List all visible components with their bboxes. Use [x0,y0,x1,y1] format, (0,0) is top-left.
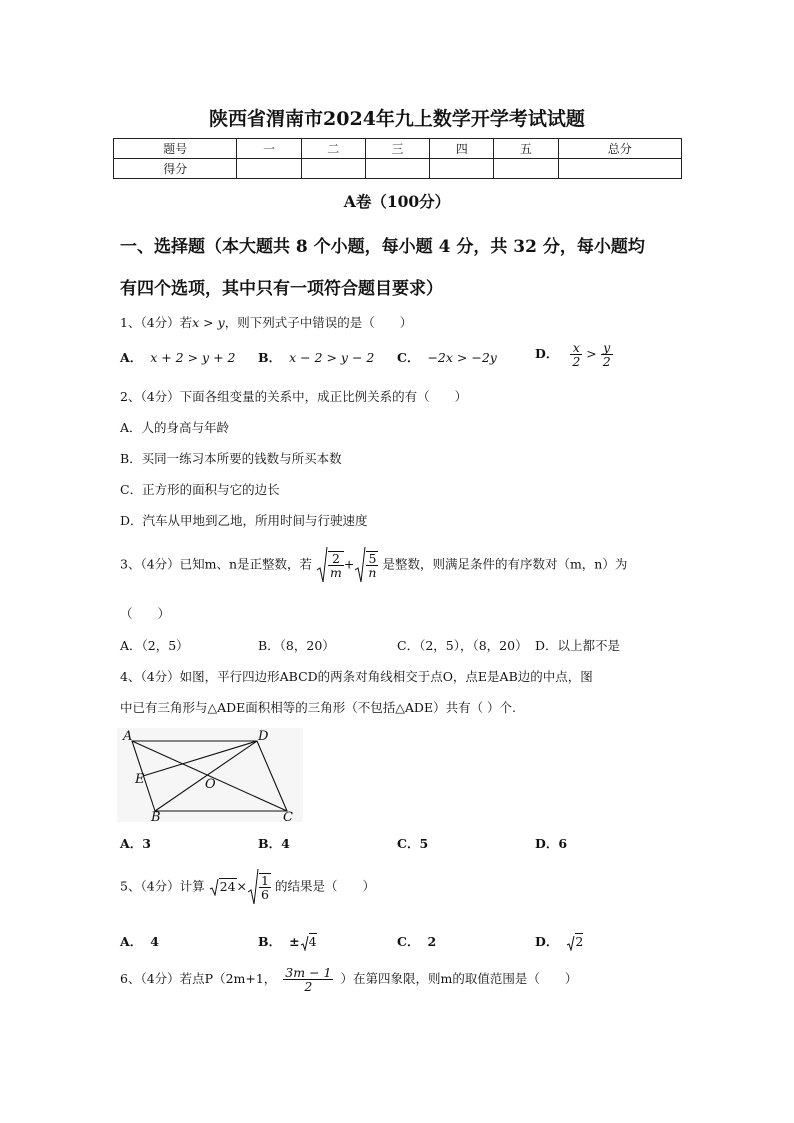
score-cell [558,159,681,179]
option-expr: x + 2 > y + 2 [150,350,236,365]
radical-sign-icon [209,878,219,896]
q5-option-b: B． ± 4 [258,934,317,950]
q6-prefix: 6、（4分）若点P（2m+1， [120,971,277,987]
score-header-cell: 四 [430,139,494,159]
option-expr: −2x > −2y [427,350,497,365]
q2-option-a: A．人的身高与年龄 [120,420,230,435]
q4-option-c: C．5 [397,836,429,851]
fraction: $\frac{y}{2}$ [602,340,611,370]
operator: > [586,346,597,362]
q3-suffix: 是整数，则满足条件的有序数对（m，n）为 [382,556,628,572]
fraction: $\frac{x}{2}$ [572,340,581,370]
score-cell [365,159,429,179]
radical-sign-icon [247,868,259,906]
option-label: A． [120,350,143,365]
fraction: $\frac{3m - 1}{2}$ [285,965,332,995]
radical-sign-icon [354,546,366,584]
times-sign: × [236,878,248,894]
page-title: 陕西省渭南市2024年九上数学开学考试试题 [209,108,585,130]
q5-option-c: C． 2 [397,934,437,949]
score-table [113,138,682,179]
q3-prefix: 3、（4分）已知m、n是正整数，若 [120,556,313,572]
question-2-stem: 2、（4分）下面各组变量的关系中，成正比例关系的有（ ） [120,389,468,404]
q4-option-a: A．3 [120,836,151,851]
option-label: B． [258,350,282,365]
score-cell [237,159,301,179]
q2-option-c: C．正方形的面积与它的边长 [120,482,280,497]
part-heading: A卷（100分） [343,192,451,211]
point-label-a: A [123,729,133,744]
sqrt-fraction: $\frac{5}{n}$ [354,546,378,584]
q3-option-a: A．（2，5） [120,638,189,653]
parallelogram-figure [115,726,305,824]
score-table-header-row [114,139,682,159]
score-header-cell: 一 [237,139,301,159]
radical-sign-icon [300,935,309,951]
q3-option-b: B．（8，20） [258,638,335,653]
point-label-b: B [151,810,161,824]
score-cell [494,159,558,179]
score-cell [430,159,494,179]
q5-option-a: A． 4 [120,934,159,949]
point-label-e: E [135,772,145,787]
score-cell [301,159,365,179]
q4-option-d: D．6 [535,836,568,851]
score-header-cell: 五 [494,139,558,159]
q4-option-b: B．4 [258,836,290,851]
radical-sign-icon [566,935,575,951]
score-header-cell: 二 [301,139,365,159]
q2-option-b: B．买同一练习本所要的钱数与所买本数 [120,451,342,466]
q5-option-d: D． 2 [535,934,584,950]
radical-sign-icon [316,546,328,584]
sqrt-fraction: $\frac{2}{m}$ [316,546,344,584]
score-header-cell: 总分 [558,139,681,159]
question-4-line1: 4、（4分）如图，平行四边形ABCD的两条对角线相交于点O，点E是AB边的中点，图 [120,669,593,684]
q1-condition: x > y [192,315,225,330]
score-table-score-row [114,159,682,179]
question-3-stem [120,546,627,584]
q3-option-c: C．（2，5），（8，20） [397,638,528,653]
q1-option-b [258,348,374,366]
option-label: C． [397,350,420,365]
q2-option-d: D．汽车从甲地到乙地，所用时间与行驶速度 [120,513,368,528]
q1-option-a [120,348,235,366]
section-heading-line1: 一、选择题（本大题共 8 个小题，每小题 4 分，共 32 分，每小题均 [120,237,645,257]
plus-sign: + [343,556,355,572]
q1-option-c [397,348,497,366]
point-label-o: O [205,777,216,792]
point-label-c: C [283,810,293,824]
question-1-stem [120,313,412,331]
option-expr: x − 2 > y − 2 [289,350,375,365]
q1-suffix: ，则下列式子中错误的是（ ） [224,315,413,330]
option-label: D． [535,346,559,362]
sqrt-fraction: $\frac{1}{6}$ [247,868,271,906]
q3-option-d: D．以上都不是 [535,638,621,653]
q1-option-d [535,341,613,368]
q6-suffix: ）在第四象限，则m的取值范围是（ ） [340,971,578,987]
q3-blank: （ ） [120,606,171,621]
question-4-line2: 中已有三角形与△ADE面积相等的三角形（不包括△ADE）共有（ ）个. [120,700,517,715]
score-header-cell: 题号 [114,139,237,159]
point-label-d: D [258,729,269,744]
score-header-cell: 三 [365,139,429,159]
q1-prefix: 1、（4分）若 [120,315,193,330]
q5-suffix: 的结果是（ ） [274,878,375,894]
score-row-label: 得分 [114,159,237,179]
question-6-stem [120,966,577,993]
sqrt-24: 24 [209,878,237,896]
question-5-stem [120,868,375,906]
section-heading-line2: 有四个选项，其中只有一项符合题目要求） [120,279,443,299]
q5-prefix: 5、（4分）计算 [120,878,205,894]
